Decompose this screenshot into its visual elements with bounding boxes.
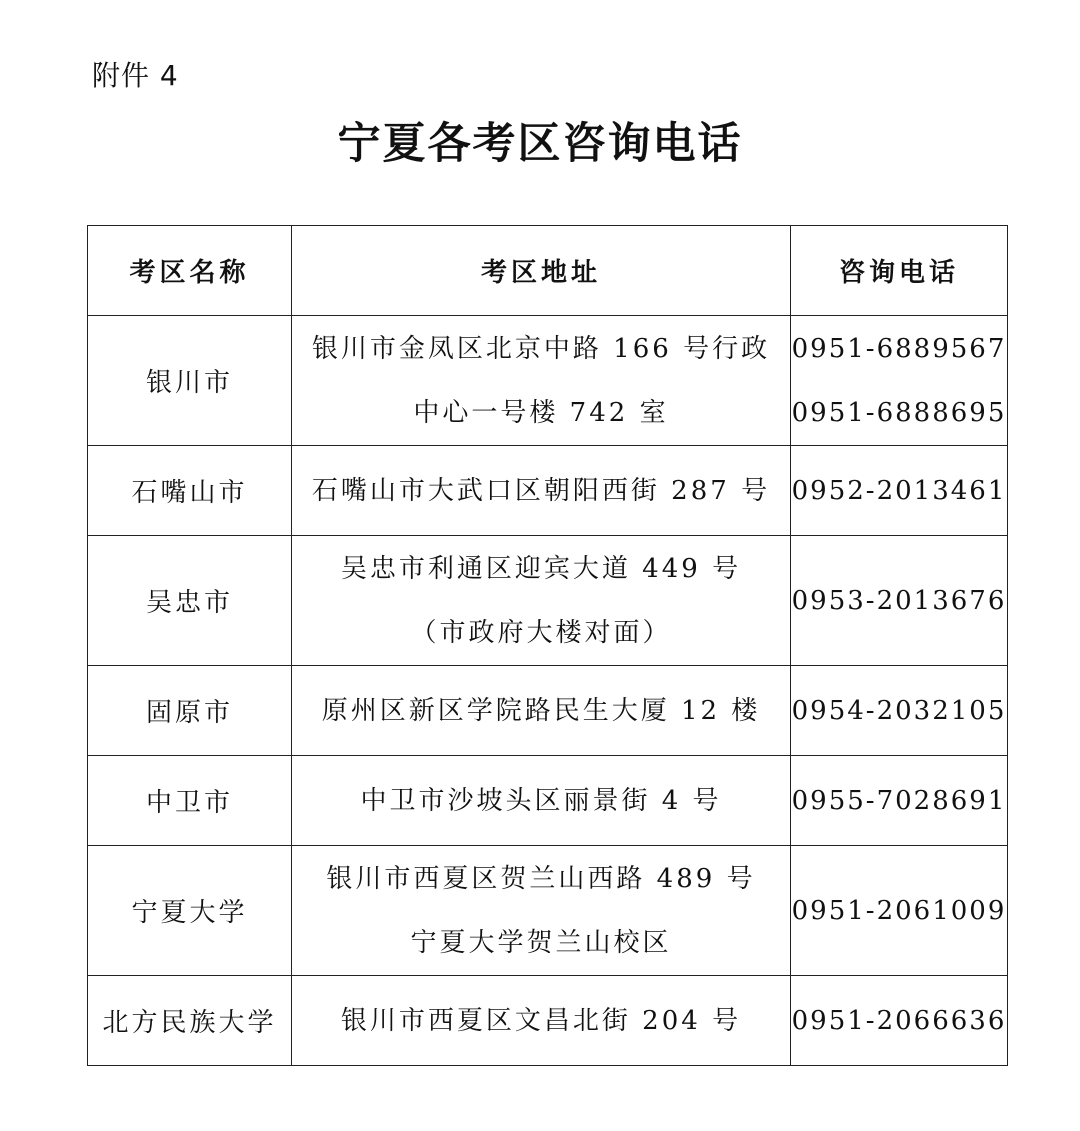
district-name-cell: 北方民族大学 — [88, 976, 292, 1066]
phone-cell — [791, 976, 1008, 1066]
attachment-label: 附件 4 — [92, 59, 179, 92]
contacts-table — [87, 225, 1008, 1066]
district-name-cell: 固原市 — [88, 666, 292, 756]
phone-number: 0952-2013461 — [791, 475, 1007, 506]
address-line: （市政府大楼对面） — [410, 617, 672, 648]
address-line: 宁夏大学贺兰山校区 — [410, 927, 672, 958]
phone-number: 0954-2032105 — [791, 695, 1007, 726]
phone-number: 0951-2066636 — [791, 1005, 1007, 1036]
phone-cell — [791, 666, 1008, 756]
phone-cell — [791, 536, 1008, 666]
district-address-cell — [292, 976, 791, 1066]
district-address-cell — [292, 666, 791, 756]
phone-cell — [791, 316, 1008, 446]
header-phone: 咨询电话 — [791, 226, 1008, 316]
address-line: 原州区新区学院路民生大厦 12 楼 — [321, 695, 761, 726]
phone-number: 0953-2013676 — [791, 585, 1007, 616]
table-header-row — [88, 226, 1008, 316]
address-line: 中心一号楼 742 室 — [413, 397, 669, 428]
phone-number: 0951-6889567 — [791, 333, 1007, 364]
document-title: 宁夏各考区咨询电话 — [337, 119, 743, 169]
district-name-cell: 宁夏大学 — [88, 846, 292, 976]
table-row — [88, 316, 1008, 446]
address-line: 中卫市沙坡头区丽景街 4 号 — [360, 785, 722, 816]
district-name-cell: 中卫市 — [88, 756, 292, 846]
address-line: 银川市金凤区北京中路 166 号行政 — [311, 333, 771, 364]
district-address-cell — [292, 846, 791, 976]
district-address-cell — [292, 446, 791, 536]
phone-cell — [791, 446, 1008, 536]
district-address-cell — [292, 756, 791, 846]
table-row — [88, 756, 1008, 846]
table-row — [88, 446, 1008, 536]
header-district-name: 考区名称 — [88, 226, 292, 316]
table-row — [88, 536, 1008, 666]
phone-cell — [791, 756, 1008, 846]
address-line: 银川市西夏区文昌北街 204 号 — [340, 1005, 742, 1036]
district-address-cell — [292, 536, 791, 666]
table-row — [88, 846, 1008, 976]
address-line: 吴忠市利通区迎宾大道 449 号 — [340, 553, 742, 584]
address-line: 石嘴山市大武口区朝阳西街 287 号 — [311, 475, 771, 506]
table-row — [88, 666, 1008, 756]
district-name-cell: 石嘴山市 — [88, 446, 292, 536]
district-address-cell — [292, 316, 791, 446]
district-name-cell: 银川市 — [88, 316, 292, 446]
phone-cell — [791, 846, 1008, 976]
table-row — [88, 976, 1008, 1066]
phone-number: 0951-2061009 — [791, 895, 1007, 926]
district-name-cell: 吴忠市 — [88, 536, 292, 666]
header-district-address: 考区地址 — [292, 226, 791, 316]
phone-number: 0951-6888695 — [791, 397, 1007, 428]
address-line: 银川市西夏区贺兰山西路 489 号 — [326, 863, 756, 894]
phone-number: 0955-7028691 — [791, 785, 1007, 816]
